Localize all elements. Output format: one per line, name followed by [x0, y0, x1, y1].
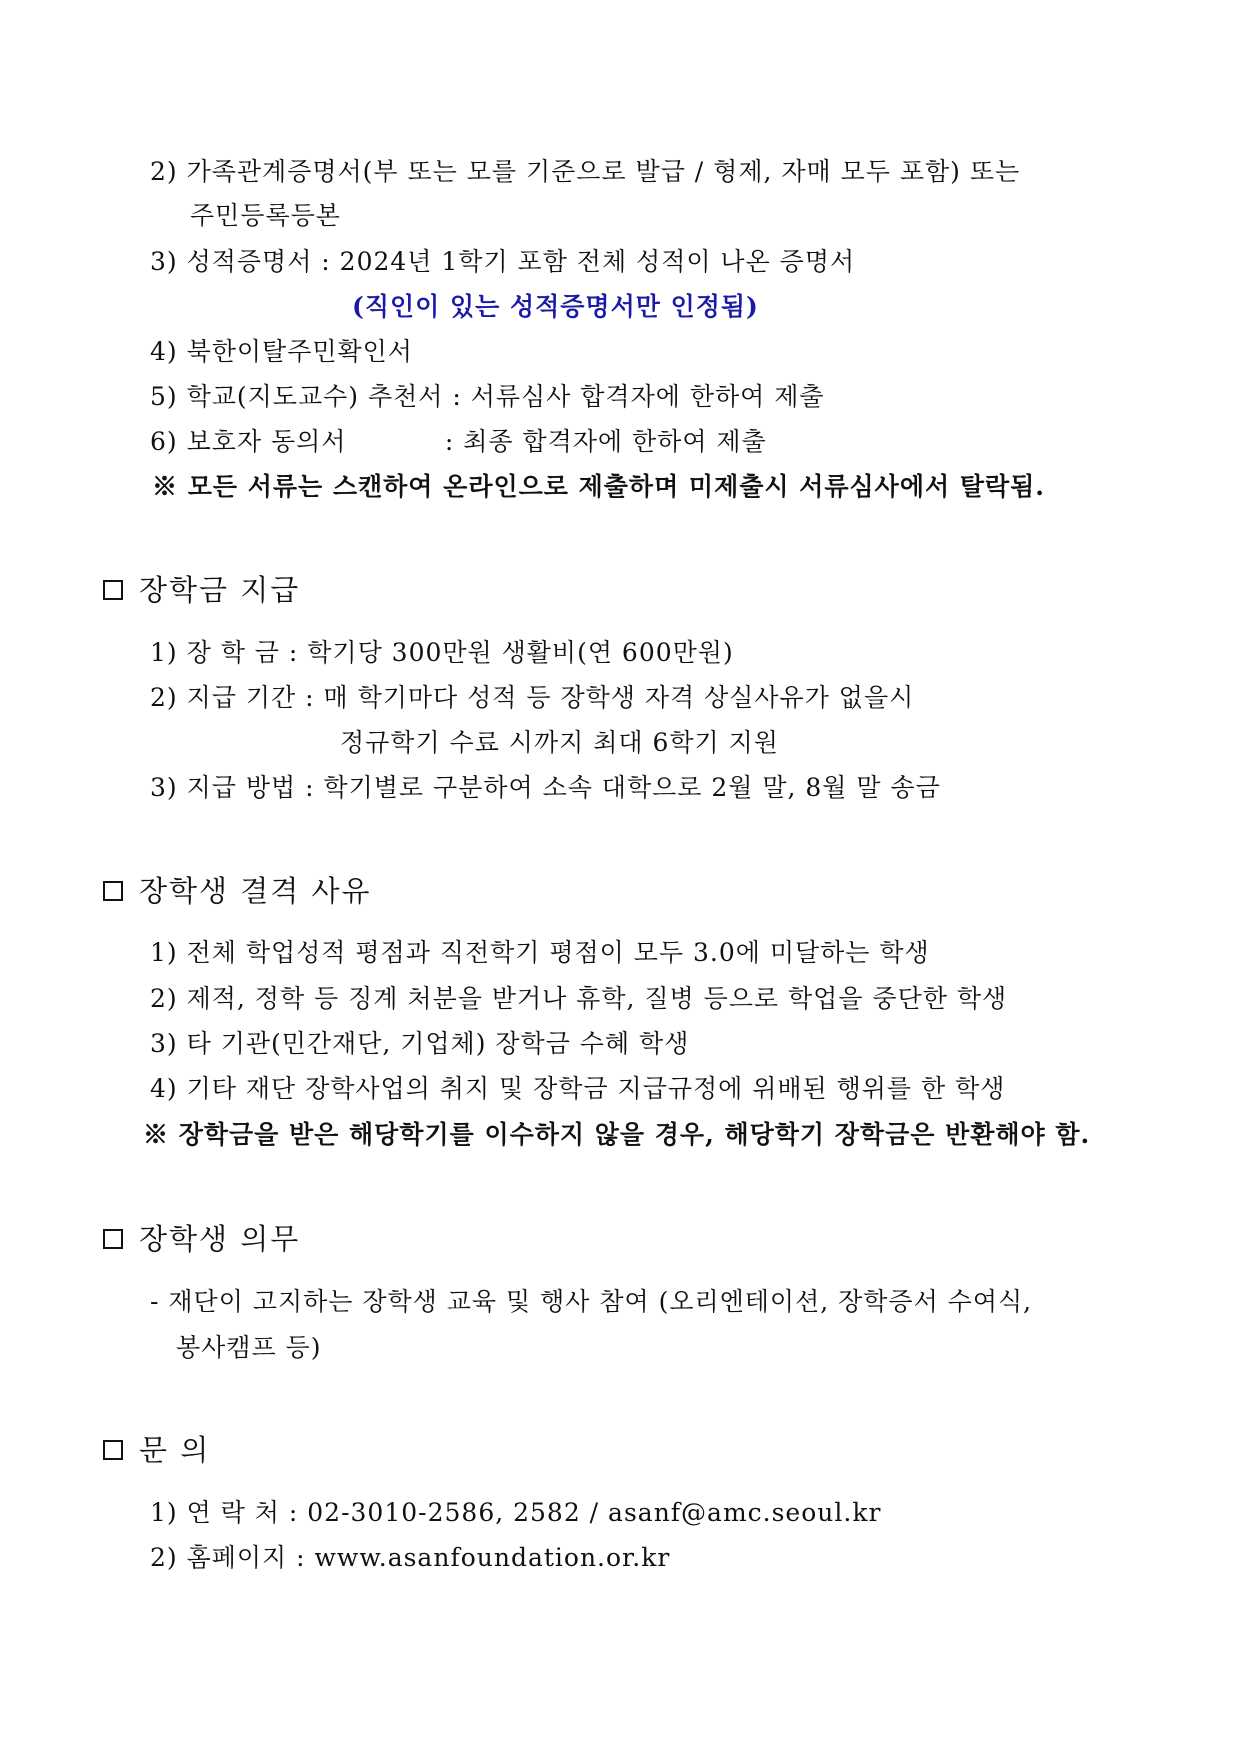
payment-item-3: 3) 지급 방법 : 학기별로 구분하여 소속 대학으로 2월 말, 8월 말 송금	[150, 773, 941, 802]
section-heading-payment	[103, 573, 300, 607]
contact-phone-email: 1) 연 락 처 : 02-3010-2586, 2582 / asanf@amc.seoul.kr	[150, 1498, 882, 1527]
payment-item-2-line-1: 2) 지급 기간 : 매 학기마다 성적 등 장학생 자격 상실사유가 없을시	[150, 683, 915, 712]
empty-square-icon	[103, 580, 123, 600]
payment-item-2-line-2: 정규학기 수료 시까지 최대 6학기 지원	[340, 728, 779, 757]
disqualification-item-1: 1) 전체 학업성적 평점과 직전학기 평점이 모두 3.0에 미달하는 학생	[150, 938, 930, 967]
section-title-disqualification: 장학생 결격 사유	[139, 874, 372, 908]
disqualification-note: ※ 장학금을 받은 해당학기를 이수하지 않을 경우, 해당학기 장학금은 반환해야 함.	[143, 1120, 1091, 1149]
disqualification-item-4: 4) 기타 재단 장학사업의 취지 및 장학금 지급규정에 위배된 행위를 한 학생	[150, 1074, 1006, 1103]
disqualification-item-2: 2) 제적, 정학 등 징계 처분을 받거나 휴학, 질병 등으로 학업을 중단한 학생	[150, 984, 1008, 1013]
empty-square-icon	[103, 881, 123, 901]
doc-item-3: 3) 성적증명서 : 2024년 1학기 포함 전체 성적이 나온 증명서	[150, 247, 856, 276]
obligation-item-line-1: - 재단이 고지하는 장학생 교육 및 행사 참여 (오리엔테이션, 장학증서 수여식,	[150, 1287, 1033, 1316]
empty-square-icon	[103, 1440, 123, 1460]
doc-item-5: 5) 학교(지도교수) 추천서 : 서류심사 합격자에 한하여 제출	[150, 382, 825, 411]
section-title-payment: 장학금 지급	[139, 573, 301, 607]
section-title-contact: 문 의	[139, 1433, 211, 1467]
section-heading-disqualification	[103, 874, 372, 908]
section-title-obligation: 장학생 의무	[139, 1222, 301, 1256]
obligation-item-line-2: 봉사캠프 등)	[176, 1333, 322, 1362]
empty-square-icon	[103, 1229, 123, 1249]
doc-item-6: 6) 보호자 동의서 : 최종 합격자에 한하여 제출	[150, 427, 767, 456]
section-heading-obligation	[103, 1222, 300, 1256]
contact-homepage: 2) 홈페이지 : www.asanfoundation.or.kr	[150, 1543, 671, 1572]
section-heading-contact	[103, 1433, 210, 1467]
payment-item-1: 1) 장 학 금 : 학기당 300만원 생활비(연 600만원)	[150, 638, 734, 667]
doc-item-2-line-2: 주민등록등본	[190, 201, 341, 230]
disqualification-item-3: 3) 타 기관(민간재단, 기업체) 장학금 수혜 학생	[150, 1029, 690, 1058]
doc-item-4: 4) 북한이탈주민확인서	[150, 337, 413, 366]
docs-note: ※ 모든 서류는 스캔하여 온라인으로 제출하며 미제출시 서류심사에서 탈락됨.	[152, 472, 1045, 501]
doc-item-3-note: (직인이 있는 성적증명서만 인정됨)	[352, 292, 759, 321]
doc-item-2-line-1: 2) 가족관계증명서(부 또는 모를 기준으로 발급 / 형제, 자매 모두 포함) 또는	[150, 157, 1021, 186]
